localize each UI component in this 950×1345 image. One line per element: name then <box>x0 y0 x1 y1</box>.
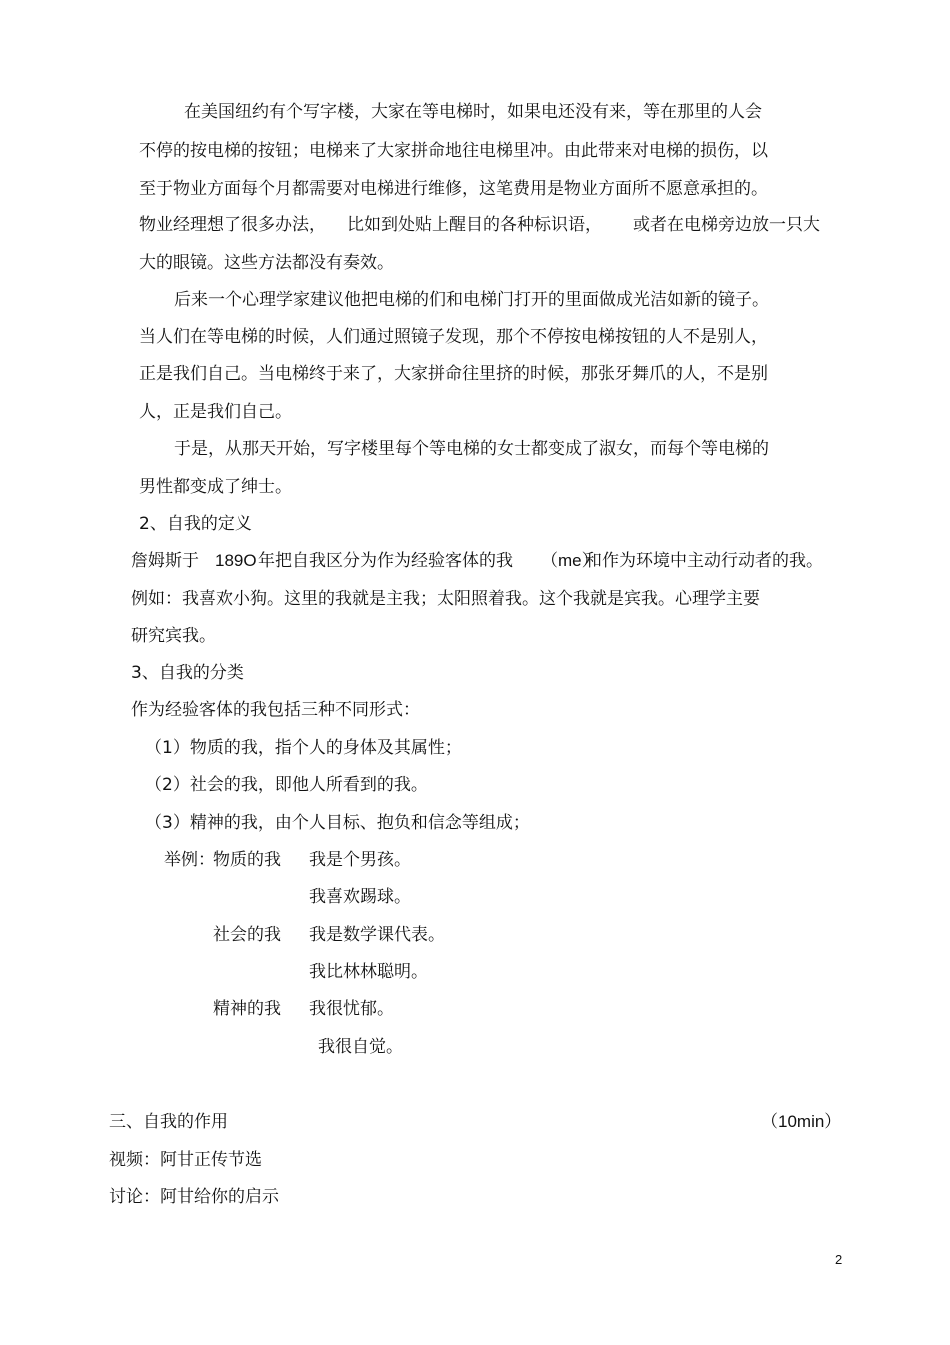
page-number: 2 <box>835 1252 843 1267</box>
definition-line: 研究宾我。 <box>131 626 216 646</box>
story-line: 后来一个心理学家建议他把电梯的们和电梯门打开的里面做成光洁如新的镜子。 <box>174 290 769 310</box>
definition-line: 例如：我喜欢小狗。这里的我就是主我；太阳照着我。这个我就是宾我。心理学主要 <box>131 589 760 609</box>
example-text: 我是个男孩。 <box>309 850 411 870</box>
story-line: 比如到处贴上醒目的各种标识语， <box>347 215 602 235</box>
story-line: 人，正是我们自己。 <box>139 402 292 422</box>
story-line: 至于物业方面每个月都需要对电梯进行维修，这笔费用是物业方面所不愿意承担的。 <box>139 179 768 199</box>
example-category: 精神的我 <box>213 999 281 1019</box>
story-line: 男性都变成了绅士。 <box>139 477 292 497</box>
section-heading: 2、自我的定义 <box>139 514 252 534</box>
section-heading: 3、自我的分类 <box>131 663 244 683</box>
duration-label: （10min） <box>761 1112 842 1131</box>
story-line: 于是，从那天开始，写字楼里每个等电梯的女士都变成了淑女，而每个等电梯的 <box>174 439 769 459</box>
story-line: 正是我们自己。当电梯终于来了，大家拼命往里挤的时候，那张牙舞爪的人，不是别 <box>139 364 768 384</box>
example-text: 我比林林聪明。 <box>309 962 428 982</box>
classification-item: （3）精神的我，由个人目标、抱负和信念等组成； <box>145 813 530 833</box>
definition-me: （me） <box>541 551 599 570</box>
example-label: 举例： <box>164 850 215 870</box>
example-text: 我很忧郁。 <box>309 999 394 1019</box>
discussion-line: 讨论：阿甘给你的启示 <box>109 1187 279 1207</box>
classification-item: （2）社会的我，即他人所看到的我。 <box>145 775 428 795</box>
definition-line: 詹姆斯于 <box>131 551 199 571</box>
story-line: 在美国纽约有个写字楼，大家在等电梯时，如果电还没有来，等在那里的人会 <box>184 102 762 122</box>
story-line: 不停的按电梯的按钮；电梯来了大家拼命地往电梯里冲。由此带来对电梯的损伤，以 <box>139 141 768 161</box>
example-text: 我喜欢踢球。 <box>309 887 411 907</box>
example-category: 社会的我 <box>213 925 281 945</box>
story-line: 或者在电梯旁边放一只大 <box>633 215 820 235</box>
story-line: 当人们在等电梯的时候，人们通过照镜子发现，那个不停按电梯按钮的人不是别人， <box>139 327 768 347</box>
definition-line: 年把自我区分为作为经验客体的我 <box>258 551 513 571</box>
example-text: 我是数学课代表。 <box>309 925 445 945</box>
definition-year: 189O <box>215 551 257 570</box>
part-heading: 三、自我的作用 <box>109 1112 228 1132</box>
video-line: 视频：阿甘正传节选 <box>109 1150 262 1170</box>
example-category: 物质的我 <box>213 850 281 870</box>
classification-item: （1）物质的我，指个人的身体及其属性； <box>145 738 462 758</box>
definition-line: 和作为环境中主动行动者的我。 <box>585 551 823 571</box>
example-text: 我很自觉。 <box>318 1037 403 1057</box>
story-line: 大的眼镜。这些方法都没有奏效。 <box>139 253 394 273</box>
story-line: 物业经理想了很多办法， <box>139 215 326 235</box>
classification-intro: 作为经验客体的我包括三种不同形式： <box>131 700 420 720</box>
